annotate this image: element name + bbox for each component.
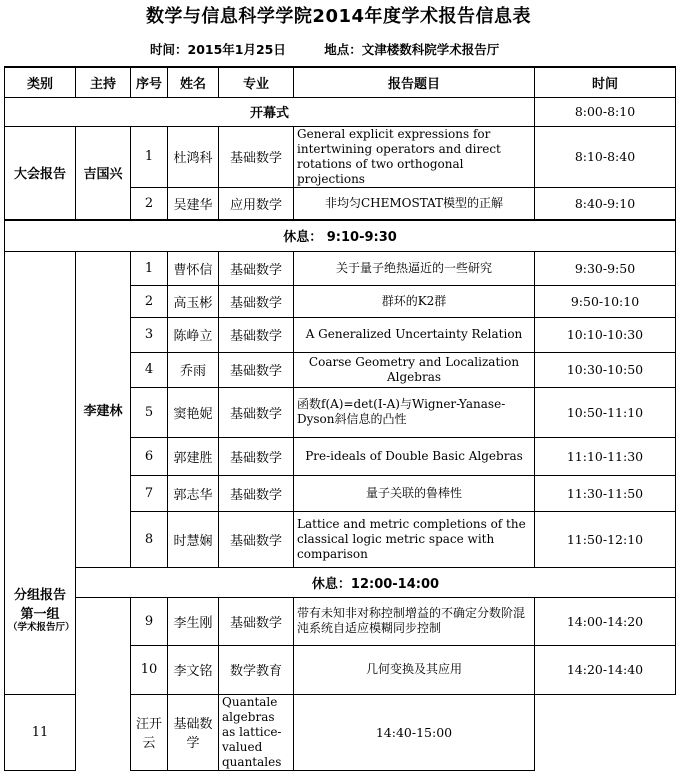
row-topic: Lattice and metric completions of the classical logic metric space with comparison	[294, 511, 535, 567]
group1-category-sub: （学术报告厅）	[8, 621, 75, 633]
meta-line	[150, 40, 509, 58]
row-major: 基础数学	[168, 694, 219, 770]
meta-time: 时间：2015年1月25日	[150, 42, 286, 57]
row-name: 陈峥立	[168, 317, 219, 352]
row-no: 4	[131, 352, 168, 387]
group1-category-main: 分组报告第一组	[13, 587, 66, 622]
row-topic: 带有未知非对称控制增益的不确定分数阶混沌系统自适应模糊同步控制	[294, 597, 535, 645]
row-major: 基础数学	[219, 511, 294, 567]
row-topic: 几何变换及其应用	[294, 645, 535, 694]
header-name: 姓名	[168, 67, 219, 97]
row-name: 乔雨	[168, 352, 219, 387]
row-topic: 群环的K2群	[294, 285, 535, 317]
row-name: 高玉彬	[168, 285, 219, 317]
row-major: 基础数学	[219, 317, 294, 352]
opening-row	[5, 97, 676, 126]
row-major: 基础数学	[219, 251, 294, 285]
header-category: 类别	[5, 67, 76, 97]
row-time: 10:30-10:50	[535, 352, 676, 387]
row-name: 时慧娴	[168, 511, 219, 567]
row-no: 2	[131, 187, 168, 220]
break-row	[5, 567, 676, 597]
row-topic: Quantale algebras as lattice-valued quantales	[219, 694, 294, 770]
row-topic: 非均匀CHEMOSTAT模型的正解	[294, 187, 535, 220]
row-name: 郭志华	[168, 475, 219, 511]
row-topic: A Generalized Uncertainty Relation	[294, 317, 535, 352]
row-major: 基础数学	[219, 126, 294, 187]
row-time: 11:10-11:30	[535, 437, 676, 475]
schedule-table	[4, 66, 676, 771]
row-no: 2	[131, 285, 168, 317]
table-row	[5, 126, 676, 187]
row-topic: 关于量子绝热逼近的一些研究	[294, 251, 535, 285]
row-topic: 函数f(A)=det(I-A)与Wigner-Yanase-Dyson斜信息的凸性	[294, 387, 535, 437]
group1-category	[5, 251, 76, 694]
row-no: 6	[131, 437, 168, 475]
row-name: 吴建华	[168, 187, 219, 220]
row-time: 11:30-11:50	[535, 475, 676, 511]
page-title: 数学与信息科学学院2014年度学术报告信息表	[145, 6, 532, 27]
row-time: 14:40-15:00	[294, 694, 535, 770]
row-major: 基础数学	[219, 352, 294, 387]
opening-time: 8:00-8:10	[535, 97, 676, 126]
break-label: 休息：12:00-14:00	[76, 567, 676, 597]
meta-place: 地点：文津楼数科院学术报告厅	[324, 42, 500, 57]
row-name: 李生刚	[168, 597, 219, 645]
header-major: 专业	[219, 67, 294, 97]
row-time: 10:50-11:10	[535, 387, 676, 437]
row-no: 1	[131, 126, 168, 187]
row-topic: General explicit expressions for intertwining operators and direct rotations of two orthogonal projections	[294, 126, 535, 187]
row-time: 8:40-9:10	[535, 187, 676, 220]
row-no: 7	[131, 475, 168, 511]
opening-label: 开幕式	[5, 97, 535, 126]
row-no: 9	[131, 597, 168, 645]
row-name: 李文铭	[168, 645, 219, 694]
row-major: 基础数学	[219, 597, 294, 645]
session1-host: 李建林	[76, 251, 131, 567]
row-name: 曹怀信	[168, 251, 219, 285]
break-row	[5, 220, 676, 251]
plenary-category: 大会报告	[5, 126, 76, 220]
row-time: 9:50-10:10	[535, 285, 676, 317]
row-time: 14:00-14:20	[535, 597, 676, 645]
row-no: 1	[131, 251, 168, 285]
row-no: 5	[131, 387, 168, 437]
row-topic: Pre-ideals of Double Basic Algebras	[294, 437, 535, 475]
row-time: 11:50-12:10	[535, 511, 676, 567]
header-topic: 报告题目	[294, 67, 535, 97]
table-row	[5, 597, 676, 645]
row-no: 3	[131, 317, 168, 352]
table-row	[5, 251, 676, 285]
row-major: 基础数学	[219, 387, 294, 437]
row-name: 杜鸿科	[168, 126, 219, 187]
row-time: 9:30-9:50	[535, 251, 676, 285]
row-topic: Coarse Geometry and Localization Algebras	[294, 352, 535, 387]
header-row	[5, 67, 676, 97]
row-topic: 量子关联的鲁棒性	[294, 475, 535, 511]
header-time: 时间	[535, 67, 676, 97]
row-name: 郭建胜	[168, 437, 219, 475]
row-name: 汪开云	[131, 694, 168, 770]
row-time: 10:10-10:30	[535, 317, 676, 352]
row-major: 基础数学	[219, 437, 294, 475]
row-name: 窦艳妮	[168, 387, 219, 437]
break-label: 休息： 9:10-9:30	[5, 220, 676, 251]
row-no: 10	[131, 645, 168, 694]
row-no: 11	[5, 694, 76, 770]
row-time: 8:10-8:40	[535, 126, 676, 187]
row-no: 8	[131, 511, 168, 567]
row-time: 14:20-14:40	[535, 645, 676, 694]
row-major: 应用数学	[219, 187, 294, 220]
plenary-host: 吉国兴	[76, 126, 131, 220]
header-host: 主持	[76, 67, 131, 97]
group1-host	[76, 597, 131, 770]
row-major: 基础数学	[219, 285, 294, 317]
row-major: 基础数学	[219, 475, 294, 511]
header-no: 序号	[131, 67, 168, 97]
row-major: 数学教育	[219, 645, 294, 694]
